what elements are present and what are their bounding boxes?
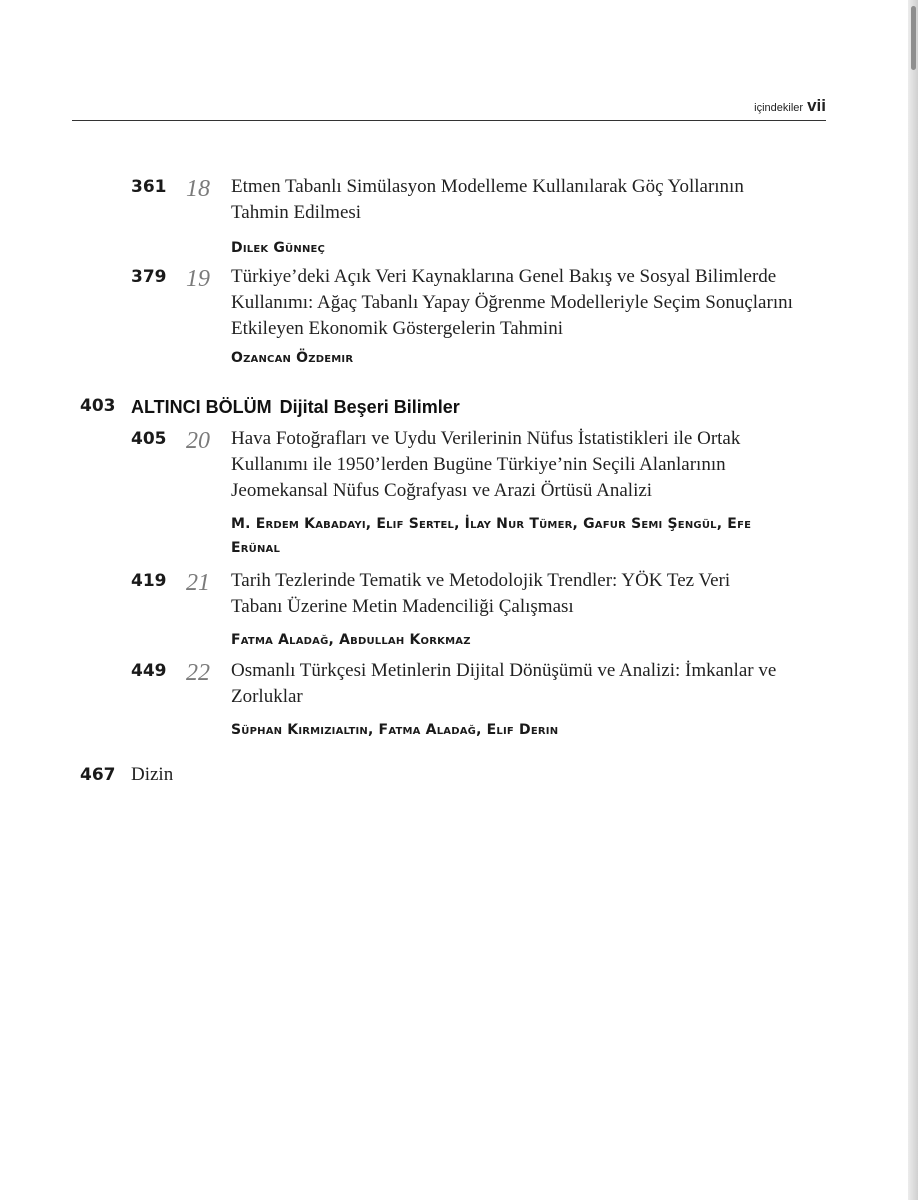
section-label: ALTINCI BÖLÜM: [131, 397, 272, 417]
chapter-title-line: Etkileyen Ekonomik Göstergelerin Tahmini: [231, 318, 563, 339]
chapter-authors-line: Erünal: [231, 540, 281, 556]
chapter-authors-line: Fatma Aladağ, Abdullah Korkmaz: [231, 632, 471, 648]
chapter-title-line: Etmen Tabanlı Simülasyon Modelleme Kullanılarak Göç Yollarının: [231, 176, 744, 197]
chapter-number: 18: [186, 176, 210, 202]
chapter-authors: [231, 628, 821, 652]
chapter-authors: [231, 236, 821, 260]
index-label: Dizin: [131, 764, 174, 785]
chapter-authors-line: Ozancan Özdemir: [231, 350, 354, 366]
scrollbar-thumb[interactable]: [911, 6, 916, 70]
chapter-title-line: Tahmin Edilmesi: [231, 202, 362, 223]
chapter-title: [231, 174, 821, 226]
chapter-title-line: Zorluklar: [231, 686, 303, 707]
chapter-title: [231, 426, 821, 504]
chapter-authors: [231, 512, 821, 560]
chapter-authors-line: Dilek Günneç: [231, 240, 326, 256]
section-title: [131, 396, 460, 418]
chapter-number: 22: [186, 660, 210, 686]
chapter-number: 20: [186, 428, 210, 454]
chapter-number: 21: [186, 570, 210, 596]
chapter-title-line: Tabanı Üzerine Metin Madenciliği Çalışması: [231, 596, 574, 617]
chapter-title-line: Türkiye’deki Açık Veri Kaynaklarına Genel Bakış ve Sosyal Bilimlerde: [231, 266, 777, 287]
chapter-title-line: Tarih Tezlerinde Tematik ve Metodolojik Trendler: YÖK Tez Veri: [231, 570, 731, 591]
section-page-number: 403: [80, 396, 116, 416]
chapter-title-line: Hava Fotoğrafları ve Uydu Verilerinin Nüfus İstatistikleri ile Ortak: [231, 428, 741, 449]
chapter-title-line: Kullanımı: Ağaç Tabanlı Yapay Öğrenme Modelleriyle Seçim Sonuçlarını: [231, 292, 793, 313]
chapter-title-line: Jeomekansal Nüfus Coğrafyası ve Arazi Örtüsü Analizi: [231, 480, 653, 501]
chapter-authors: [231, 346, 821, 370]
header-rule: [72, 120, 826, 121]
entry-page-number: 361: [131, 177, 167, 197]
running-head-label: içindekiler: [754, 102, 804, 114]
running-head-page-number: vii: [807, 96, 826, 115]
index-page-number: 467: [80, 765, 116, 785]
chapter-authors-line: M. Erdem Kabadayı, Elif Sertel, İlay Nur Tümer, Gafur Semi Şengül, Efe: [231, 516, 752, 532]
page-edge: [908, 0, 918, 1200]
section-subtitle: Dijital Beşeri Bilimler: [279, 397, 460, 417]
chapter-authors: [231, 718, 821, 742]
chapter-title: [231, 658, 821, 710]
chapter-title-line: Kullanımı ile 1950’lerden Bugüne Türkiye’nin Seçili Alanlarının: [231, 454, 726, 475]
chapter-number: 19: [186, 266, 210, 292]
chapter-authors-line: Süphan Kırmızıaltın, Fatma Aladağ, Elif Derin: [231, 722, 559, 738]
chapter-title: [231, 264, 821, 342]
running-head: [754, 96, 826, 116]
chapter-title-line: Osmanlı Türkçesi Metinlerin Dijital Dönüşümü ve Analizi: İmkanlar ve: [231, 660, 777, 681]
entry-page-number: 449: [131, 661, 167, 681]
chapter-title: [231, 568, 821, 620]
entry-page-number: 405: [131, 429, 167, 449]
entry-page-number: 419: [131, 571, 167, 591]
entry-page-number: 379: [131, 267, 167, 287]
